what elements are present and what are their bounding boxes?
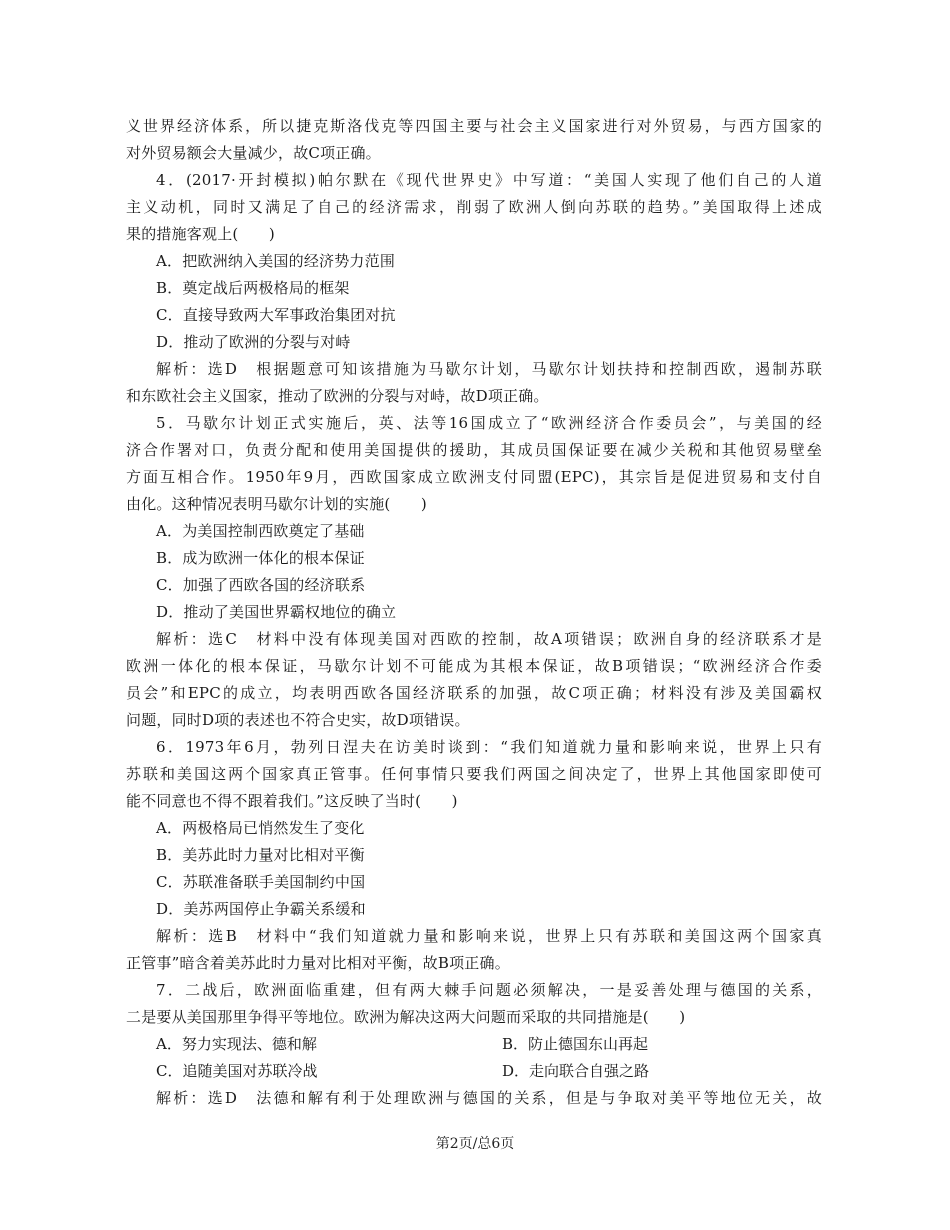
text-line: 7．二战后，欧洲面临重建，但有两大棘手问题必须解决，一是妥善处理与德国的关系，	[156, 981, 822, 999]
text-line: 方面互相合作。1950年9月，西欧国家成立欧洲支付同盟(EPC)，其宗旨是促进贸易和支付自	[126, 468, 822, 486]
text-line: 能不同意也不得不跟着我们。”这反映了当时( )	[126, 792, 458, 810]
text-line: 问题，同时D项的表述也不符合史实，故D项错误。	[126, 711, 470, 729]
text-line: D．美苏两国停止争霸关系缓和	[156, 900, 366, 918]
text-line: B．美苏此时力量对比相对平衡	[156, 846, 365, 864]
text-line: D．推动了欧洲的分裂与对峙	[156, 333, 351, 351]
text-line: A．为美国控制西欧奠定了基础	[156, 522, 365, 540]
text-line: 主义动机，同时又满足了自己的经济需求，削弱了欧洲人倒向苏联的趋势。”美国取得上述成	[126, 198, 822, 216]
text-line: 解析：选D 法德和解有利于处理欧洲与德国的关系，但是与争取对美平等地位无关，故	[156, 1089, 822, 1107]
text-line: 果的措施客观上( )	[126, 225, 275, 243]
text-line: 和东欧社会主义国家，推动了欧洲的分裂与对峙，故D项正确。	[126, 387, 549, 405]
text-line: A．两极格局已悄然发生了变化	[156, 819, 365, 837]
text-line: B．成为欧洲一体化的根本保证	[156, 549, 365, 567]
text-line: 正管事”暗含着美苏此时力量对比相对平衡，故B项正确。	[126, 954, 510, 972]
text-line: 员会”和EPC的成立，均表明西欧各国经济联系的加强，故C项正确；材料没有涉及美国霸权	[126, 684, 822, 702]
option-row	[126, 1058, 822, 1085]
option-left: C．追随美国对苏联冷战	[156, 1062, 318, 1080]
text-line: 欧洲一体化的根本保证，马歇尔计划不可能成为其根本保证，故B项错误；“欧洲经济合作委	[126, 657, 822, 675]
option-row	[126, 1031, 822, 1058]
page-body	[126, 113, 822, 1112]
text-line: C．苏联准备联手美国制约中国	[156, 873, 366, 891]
option-right: D．走向联合自强之路	[502, 1062, 650, 1080]
text-line: A．把欧洲纳入美国的经济势力范围	[156, 252, 396, 270]
text-line: C．加强了西欧各国的经济联系	[156, 576, 366, 594]
option-left: A．努力实现法、德和解	[156, 1035, 317, 1053]
text-line: 二是要从美国那里争得平等地位。欧洲为解决这两大问题而采取的共同措施是( )	[126, 1008, 686, 1026]
text-line: 5．马歇尔计划正式实施后，英、法等16国成立了“欧洲经济合作委员会”，与美国的经	[156, 414, 822, 432]
text-line: 解析：选D 根据题意可知该措施为马歇尔计划，马歇尔计划扶持和控制西欧，遏制苏联	[156, 360, 822, 378]
text-line: 4．(2017·开封模拟)帕尔默在《现代世界史》中写道：“美国人实现了他们自己的人道	[156, 171, 822, 189]
text-line: B．奠定战后两极格局的框架	[156, 279, 350, 297]
text-line: 义世界经济体系，所以捷克斯洛伐克等四国主要与社会主义国家进行对外贸易，与西方国家的	[126, 117, 822, 135]
text-line: 6．1973年6月，勃列日涅夫在访美时谈到：“我们知道就力量和影响来说，世界上只有	[156, 738, 822, 756]
text-line: D．推动了美国世界霸权地位的确立	[156, 603, 397, 621]
text-line: 由化。这种情况表明马歇尔计划的实施( )	[126, 495, 427, 513]
text-line: 对外贸易额会大量减少，故C项正确。	[126, 144, 381, 162]
option-right: B．防止德国东山再起	[502, 1035, 649, 1053]
text-line: 解析：选C 材料中没有体现美国对西欧的控制，故A项错误；欧洲自身的经济联系才是	[156, 630, 822, 648]
text-line: 解析：选B 材料中“我们知道就力量和影响来说，世界上只有苏联和美国这两个国家真	[156, 927, 822, 945]
page-footer: 第2页/总6页	[435, 1136, 515, 1152]
text-line: 济合作署对口，负责分配和使用美国提供的援助，其成员国保证要在减少关税和其他贸易壁垒	[126, 441, 822, 459]
text-line: 苏联和美国这两个国家真正管事。任何事情只要我们两国之间决定了，世界上其他国家即使可	[126, 765, 822, 783]
text-line: C．直接导致两大军事政治集团对抗	[156, 306, 396, 324]
